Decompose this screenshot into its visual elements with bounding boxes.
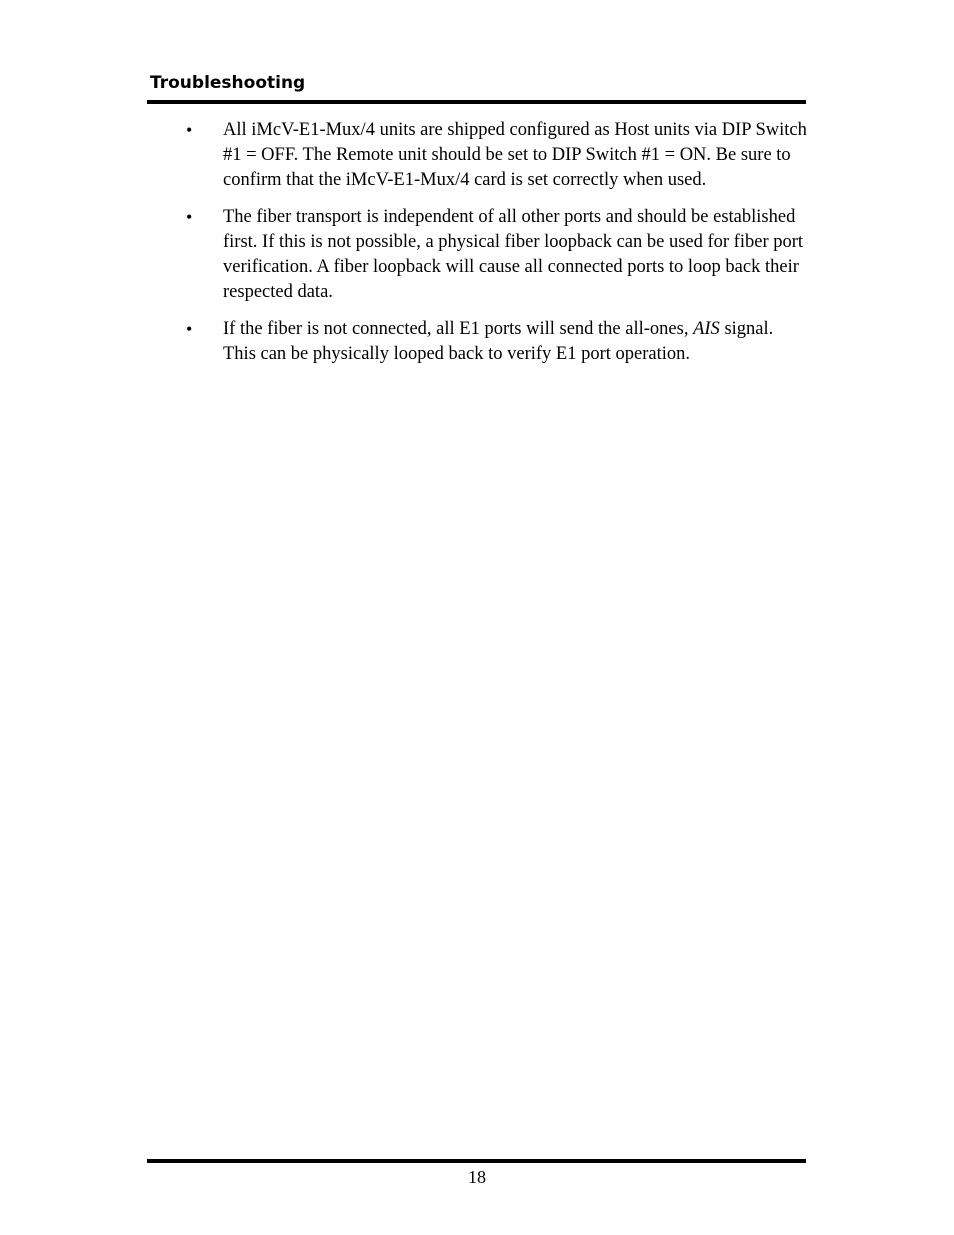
section-heading: Troubleshooting — [150, 73, 306, 93]
bullet-text: If the fiber is not connected, all E1 ports will send the all-ones, — [223, 319, 694, 339]
bullet-text: All iMcV-E1-Mux/4 units are shipped configured as Host units via DIP Switch #1 = OFF. The Remote unit should be set to DIP Switch #1 = ON. Be sure to confirm that the iMcV-E1-Mux/4 card is set correctly when used. — [223, 120, 807, 190]
page-number: 18 — [468, 1167, 486, 1187]
bullet-text: signal. This can be physically looped back to verify E1 port operation. — [223, 319, 774, 364]
list-item — [150, 317, 810, 367]
bullet-icon: • — [186, 319, 193, 339]
list-item — [150, 205, 810, 305]
bullet-icon: • — [186, 120, 193, 140]
ais-emphasis: AIS — [693, 319, 720, 339]
list-item — [150, 118, 810, 193]
bullet-icon: • — [186, 207, 193, 227]
footer-rule — [147, 1159, 806, 1163]
bullet-text: The fiber transport is independent of all other ports and should be established first. If this is not possible, a physical fiber loopback can be used for fiber port verification. A fiber loopback will cause all connected ports to loop back their respected data. — [223, 207, 804, 302]
troubleshooting-list — [150, 118, 810, 379]
header-rule — [147, 100, 806, 104]
